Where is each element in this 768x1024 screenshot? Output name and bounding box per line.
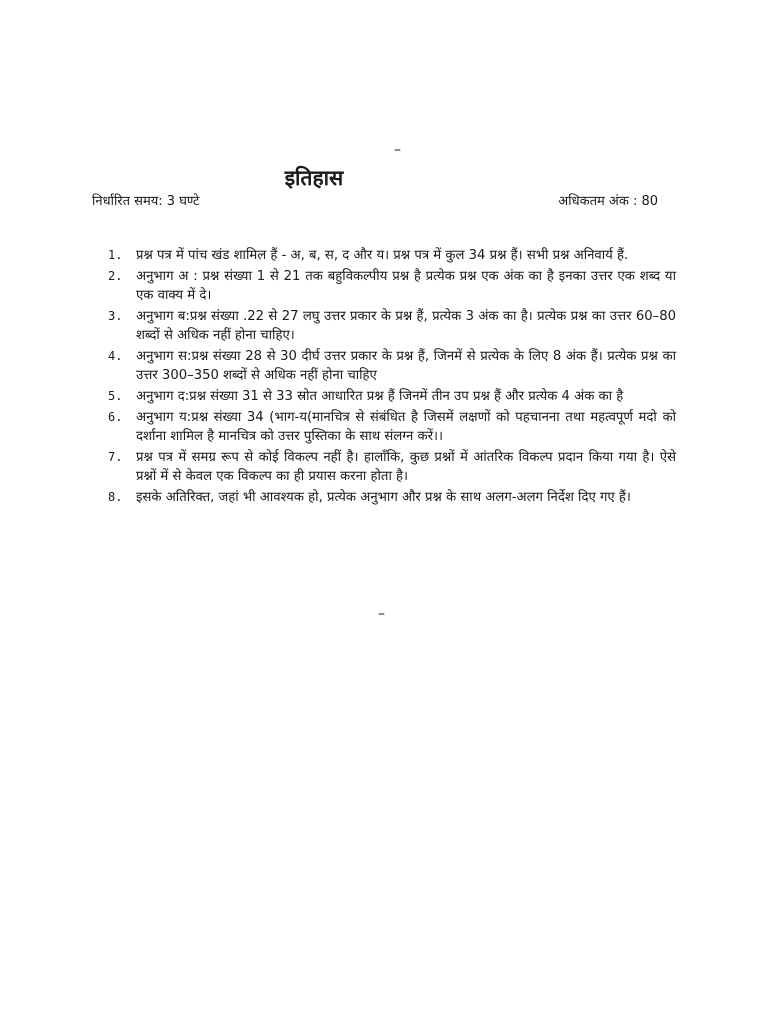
instruction-text: अनुभाग द:प्रश्न संख्या 31 से 33 स्रोत आधारित प्रश्न हैं जिनमें तीन उप प्रश्न हैं और प्रत्येक 4 अंक का है [136, 389, 624, 404]
instruction-item [108, 408, 676, 446]
instruction-number: 1. [108, 248, 123, 262]
instruction-number: 7. [108, 450, 123, 464]
instruction-item [108, 387, 676, 406]
top-dash-mark: – [394, 142, 401, 158]
instruction-item [108, 347, 676, 385]
instruction-number: 3. [108, 309, 123, 323]
instruction-number: 2. [108, 269, 123, 283]
instruction-number: 5. [108, 389, 123, 403]
instruction-text: अनुभाग स:प्रश्न संख्या 28 से 30 दीर्घ उत्तर प्रकार के प्रश्न हैं, जिनमें से प्रत्येक के लिए 8 अंक हैं। प्रत्येक प्रश्न का उत्तर 300–350 शब्दों से अधिक नहीं होना चाहिए [136, 349, 676, 383]
instruction-text: इसके अतिरिक्त, जहां भी आवश्यक हो, प्रत्येक अनुभाग और प्रश्न के साथ अलग-अलग निर्देश दिए गए हैं। [136, 490, 631, 505]
page-title: इतिहास [284, 166, 344, 190]
instruction-item [108, 307, 676, 345]
instruction-text: प्रश्न पत्र में समग्र रूप से कोई विकल्प नहीं है। हालाँकि, कुछ प्रश्नों में आंतरिक विकल्प प्रदान किया गया है। ऐसे प्रश्नों में से केवल एक विकल्प का ही प्रयास करना होता है। [136, 450, 676, 484]
exam-meta-row [92, 192, 658, 214]
instruction-item [108, 267, 676, 305]
instruction-text: अनुभाग य:प्रश्न संख्या 34 (भाग-य(मानचित्र से संबंधित है जिसमें लक्षणों को पहचानना तथा महत्वपूर्ण मदो को दर्शाना शामिल है मानचित्र को उत्तर पुस्तिका के साथ संलग्न करें।। [136, 410, 676, 444]
bottom-dash-mark: – [378, 606, 385, 622]
instruction-number: 4. [108, 349, 123, 363]
instruction-item [108, 246, 676, 265]
instruction-text: प्रश्न पत्र में पांच खंड शामिल हैं - अ, ब, स, द और य। प्रश्न पत्र में कुल 34 प्रश्न हैं। सभी प्रश्न अनिवार्य हैं. [136, 248, 629, 263]
time-allowed: निर्धारित समय: 3 घण्टे [92, 194, 200, 209]
instructions-list [108, 246, 676, 509]
instruction-number: 6. [108, 410, 123, 424]
instruction-text: अनुभाग अ : प्रश्न संख्या 1 से 21 तक बहुविकल्पीय प्रश्न है प्रत्येक प्रश्न एक अंक का है इनका उत्तर एक शब्द या एक वाक्य में दे। [136, 269, 676, 303]
instruction-number: 8. [108, 490, 123, 504]
instruction-item [108, 448, 676, 486]
instruction-text: अनुभाग ब:प्रश्न संख्या .22 से 27 लघु उत्तर प्रकार के प्रश्न हैं, प्रत्येक 3 अंक का है। प्रत्येक प्रश्न का उत्तर 60–80 शब्दों से अधिक नहीं होना चाहिए। [136, 309, 676, 343]
max-marks: अधिकतम अंक : 80 [558, 194, 658, 209]
instruction-item [108, 488, 676, 507]
